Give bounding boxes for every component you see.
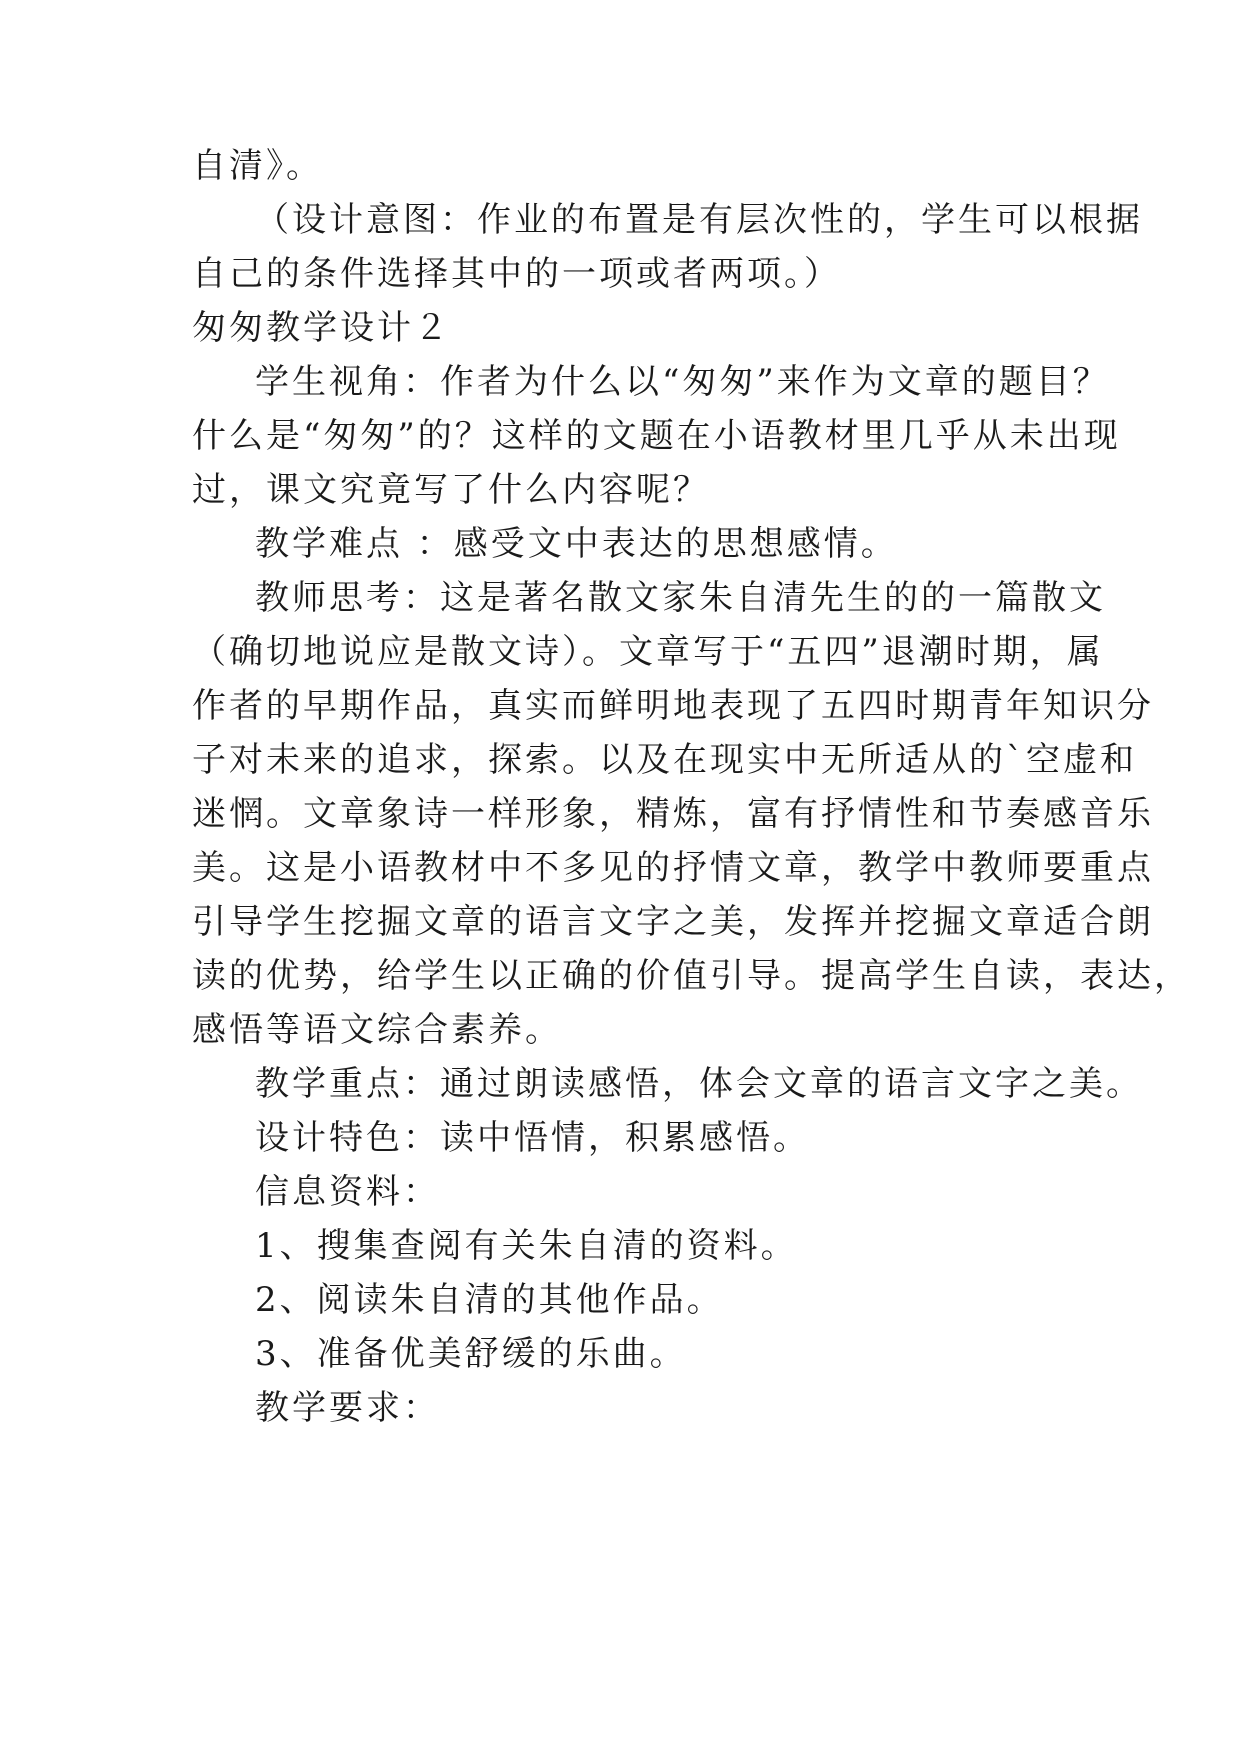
text-line: 学生视角：作者为什么以“匆匆”来作为文章的题目？: [255, 362, 1110, 402]
list-item: 2、阅读朱自清的其他作品。: [255, 1280, 724, 1320]
text-line: 自清》。: [192, 146, 323, 186]
text-line: 过，课文究竟写了什么内容呢？: [192, 470, 710, 510]
text-line: 教学重点：通过朗读感悟，体会文章的语言文字之美。: [255, 1064, 1143, 1104]
text-line: 信息资料：: [255, 1172, 440, 1212]
section-heading: 匆匆教学设计２: [192, 308, 451, 348]
text-line: （确切地说应是散文诗）。文章写于“五四”退潮时期，属: [192, 632, 1104, 672]
text-line: 教学难点 ：感受文中表达的思想感情。: [255, 524, 898, 564]
text-line: 什么是“匆匆”的？这样的文题在小语教材里几乎从未出现: [192, 416, 1121, 456]
text-line: （设计意图：作业的布置是有层次性的，学生可以根据: [255, 200, 1143, 240]
list-item: 1、搜集查阅有关朱自清的资料。: [255, 1226, 798, 1266]
text-line: 引导学生挖掘文章的语言文字之美，发挥并挖掘文章适合朗: [192, 902, 1154, 942]
text-line: 读的优势，给学生以正确的价值引导。提高学生自读，表达，: [192, 956, 1191, 996]
text-line: 作者的早期作品，真实而鲜明地表现了五四时期青年知识分: [192, 686, 1154, 726]
list-item: 3、准备优美舒缓的乐曲。: [255, 1334, 687, 1374]
text-line: 设计特色：读中悟情，积累感悟。: [255, 1118, 810, 1158]
text-line: 教师思考：这是著名散文家朱自清先生的的一篇散文: [255, 578, 1106, 618]
text-line: 迷惘。文章象诗一样形象，精炼，富有抒情性和节奏感音乐: [192, 794, 1154, 834]
text-line: 自己的条件选择其中的一项或者两项。）: [192, 254, 841, 294]
text-line: 感悟等语文综合素养。: [192, 1010, 562, 1050]
text-line: 美。这是小语教材中不多见的抒情文章，教学中教师要重点: [192, 848, 1154, 888]
text-line: 教学要求：: [255, 1388, 440, 1428]
text-line: 子对未来的追求，探索。以及在现实中无所适从的`空虚和: [192, 740, 1137, 780]
